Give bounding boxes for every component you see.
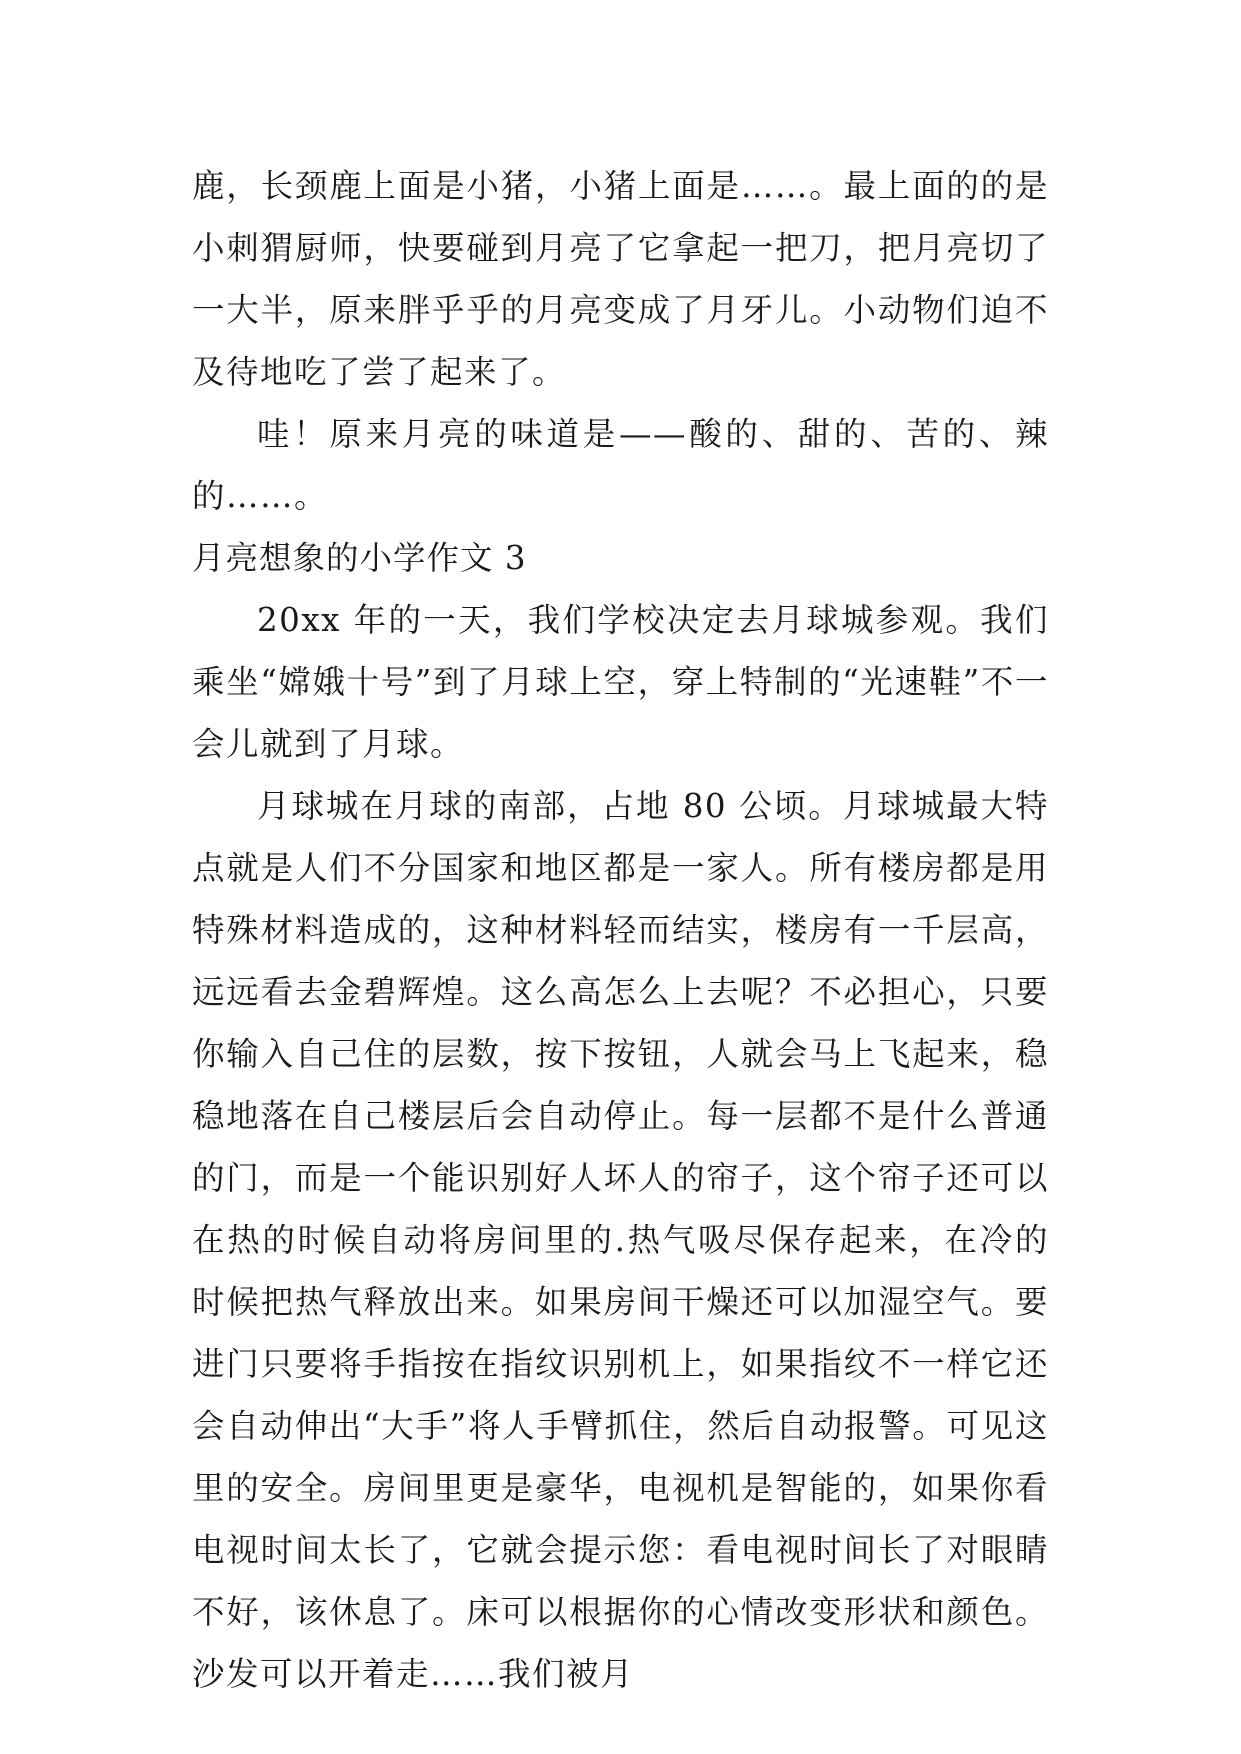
paragraph-moon-city-description: 月球城在月球的南部，占地 80 公顷。月球城最大特点就是人们不分国家和地区都是一家人。所有楼房都是用特殊材料造成的，这种材料轻而结实，楼房有一千层高，远远看去金碧辉煌。这么高怎么上去呢？不必担心，只要你输入自己住的层数，按下按钮，人就会马上飞起来，稳稳地落在自己楼层后会自动停止。每一层都不是什么普通的门，而是一个能识别好人坏人的帘子，这个帘子还可以在热的时候自动将房间里的.热气吸尽保存起来，在冷的时候把热气释放出来。如果房间干燥还可以加湿空气。要进门只要将手指按在指纹识别机上，如果指纹不一样它还会自动伸出“大手”将人手臂抓住，然后自动报警。可见这里的安全。房间里更是豪华，电视机是智能的，如果你看电视时间太长了，它就会提示您：看电视时间长了对眼睛不好，该休息了。床可以根据你的心情改变形状和颜色。沙发可以开着走……我们被月 bbox=[192, 787, 1049, 1693]
document-body bbox=[192, 155, 1049, 1705]
paragraph-continuation: 鹿，长颈鹿上面是小猪，小猪上面是……。最上面的的是小刺猬厨师，快要碰到月亮了它拿起一把刀，把月亮切了一大半，原来胖乎乎的月亮变成了月牙儿。小动物们迫不及待地吃了尝了起来了。 bbox=[192, 167, 1049, 391]
section-title: 月亮想象的小学作文 3 bbox=[192, 539, 527, 577]
paragraph-moon-taste: 哇！原来月亮的味道是——酸的、甜的、苦的、辣的……。 bbox=[192, 415, 1049, 515]
paragraph-moon-city-visit: 20xx 年的一天，我们学校决定去月球城参观。我们乘坐“嫦娥十号”到了月球上空，穿上特制的“光速鞋”不一会儿就到了月球。 bbox=[192, 601, 1049, 763]
